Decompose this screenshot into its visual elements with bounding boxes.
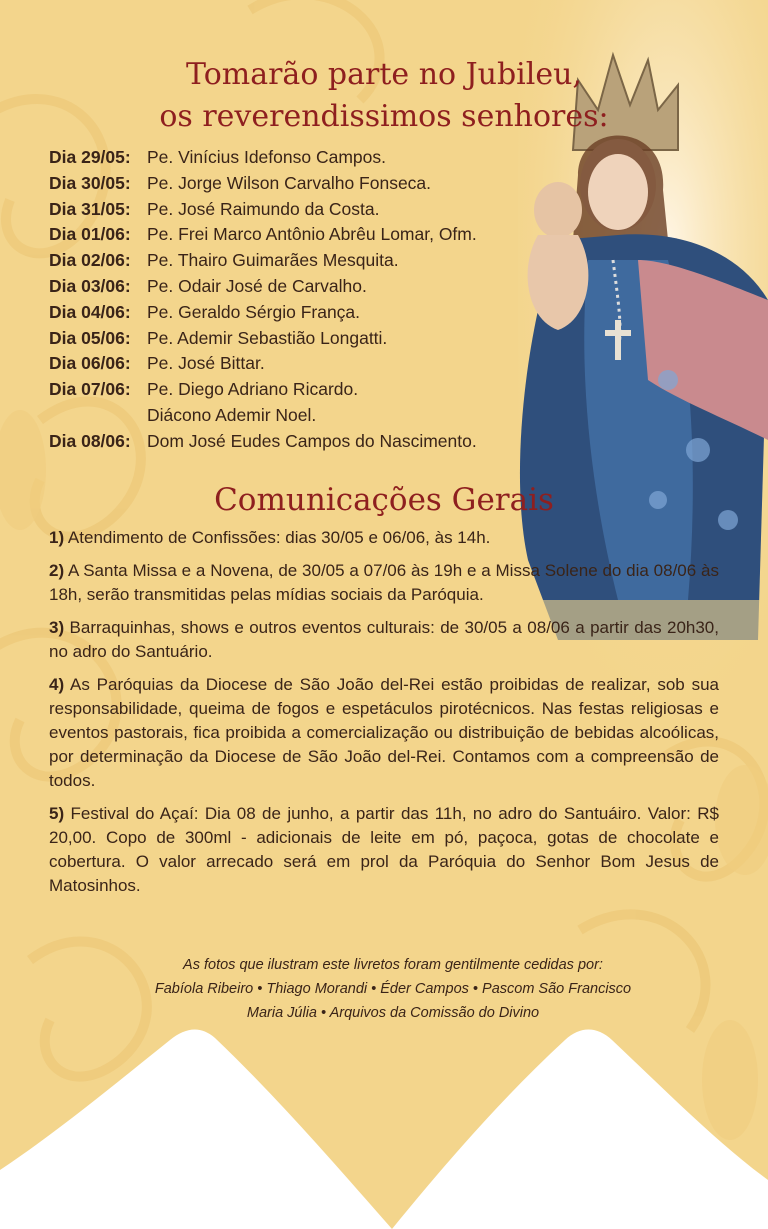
schedule-name: Pe. Frei Marco Antônio Abrêu Lomar, Ofm. <box>147 224 477 245</box>
item-text: Barraquinhas, shows e outros eventos culturais: de 30/05 a 08/06 a partir das 20h30, no adro do Santuário. <box>49 618 719 661</box>
schedule-row <box>49 171 569 197</box>
schedule-row <box>49 351 569 377</box>
schedule-row <box>49 300 569 326</box>
communication-item <box>49 559 719 607</box>
schedule-day: Dia 05/06: <box>49 327 131 348</box>
communication-item <box>49 802 719 898</box>
schedule-row <box>49 429 569 455</box>
jubilee-title <box>0 54 768 138</box>
item-text: A Santa Missa e a Novena, de 30/05 a 07/06 às 19h e a Missa Solene do dia 08/06 às 18h, serão transmitidas pelas mídias sociais da Paróquia. <box>49 561 719 604</box>
schedule-row <box>49 222 569 248</box>
item-text: Festival do Açaí: Dia 08 de junho, a partir das 11h, no adro do Santuáiro. Valor: R$ 20,00. Copo de 300ml - adicionais de leite em pó, paçoca, gotas de chocolate e cobertura. O valor arrecado será em prol da Paróquia do Senhor Bom Jesus de Matosinhos. <box>49 804 719 895</box>
schedule-day: Dia 30/05: <box>49 172 131 193</box>
schedule-row <box>49 377 569 403</box>
communication-item <box>49 673 719 793</box>
item-number: 2) <box>49 561 65 580</box>
schedule-day: Dia 06/06: <box>49 353 131 374</box>
item-number: 3) <box>49 618 65 637</box>
schedule-day: Dia 08/06: <box>49 430 131 451</box>
schedule-row <box>49 274 569 300</box>
item-number: 4) <box>49 675 65 694</box>
schedule-name: Pe. Vinícius Idefonso Campos. <box>147 147 386 167</box>
schedule-name: Pe. Geraldo Sérgio França. <box>147 301 361 322</box>
schedule-day: Dia 04/06: <box>49 301 131 322</box>
schedule-row <box>49 145 569 171</box>
schedule-day: Dia 31/05: <box>49 198 131 219</box>
photo-credits <box>0 953 768 1025</box>
schedule-name: Pe. Thairo Guimarães Mesquita. <box>147 250 399 271</box>
schedule-day: Dia 07/06: <box>49 379 131 400</box>
credits-line1: As fotos que ilustram este livretos foram gentilmente cedidas por: <box>183 957 603 973</box>
schedule-name: Pe. Ademir Sebastião Longatti. <box>147 327 388 348</box>
schedule-name: Pe. Jorge Wilson Carvalho Fonseca. <box>147 172 432 193</box>
schedule-extra: Diácono Ademir Noel. <box>147 404 317 425</box>
communications-list <box>49 526 719 907</box>
communications-title: Comunicações Gerais <box>214 482 554 518</box>
schedule-name: Pe. José Raimundo da Costa. <box>147 198 380 219</box>
communication-item <box>49 526 719 550</box>
schedule-name: Pe. Diego Adriano Ricardo. <box>147 379 359 400</box>
credits-line3: Maria Júlia • Arquivos da Comissão do Divino <box>246 1005 540 1021</box>
schedule-name: Pe. José Bittar. <box>147 353 265 374</box>
item-text: As Paróquias da Diocese de São João del-Rei estão proibidas de realizar, sob sua responsabilidade, queima de fogos e espetáculos pirotécnicos. Nas festas religiosas e eventos pastorais, fica proibida a comercialização ou distribuição de bebidas alcoólicas, por determinação da Diocese de São João del-Rei. Contamos com a compreensão de todos. <box>49 675 719 790</box>
credits-line2: Fabíola Ribeiro • Thiago Morandi • Éder Campos • Pascom São Francisco <box>154 981 632 997</box>
priest-schedule-list <box>49 145 569 455</box>
schedule-row <box>49 248 569 274</box>
jubilee-title-line2: os reverendissimos senhores: <box>159 99 609 134</box>
white-peaks-decoration <box>0 1020 768 1229</box>
item-number: 5) <box>49 804 65 823</box>
schedule-name: Pe. Odair José de Carvalho. <box>147 275 367 296</box>
schedule-day: Dia 01/06: <box>49 224 131 245</box>
communication-item <box>49 616 719 664</box>
item-number: 1) <box>49 528 65 547</box>
item-text: Atendimento de Confissões: dias 30/05 e 06/06, às 14h. <box>67 528 491 547</box>
jubilee-title-line1: Tomarão parte no Jubileu, <box>186 57 582 92</box>
schedule-day: Dia 29/05: <box>49 147 131 167</box>
schedule-row <box>49 326 569 352</box>
schedule-day: Dia 03/06: <box>49 275 131 296</box>
schedule-day: Dia 02/06: <box>49 250 131 271</box>
schedule-row <box>49 197 569 223</box>
schedule-name: Dom José Eudes Campos do Nascimento. <box>147 430 477 451</box>
